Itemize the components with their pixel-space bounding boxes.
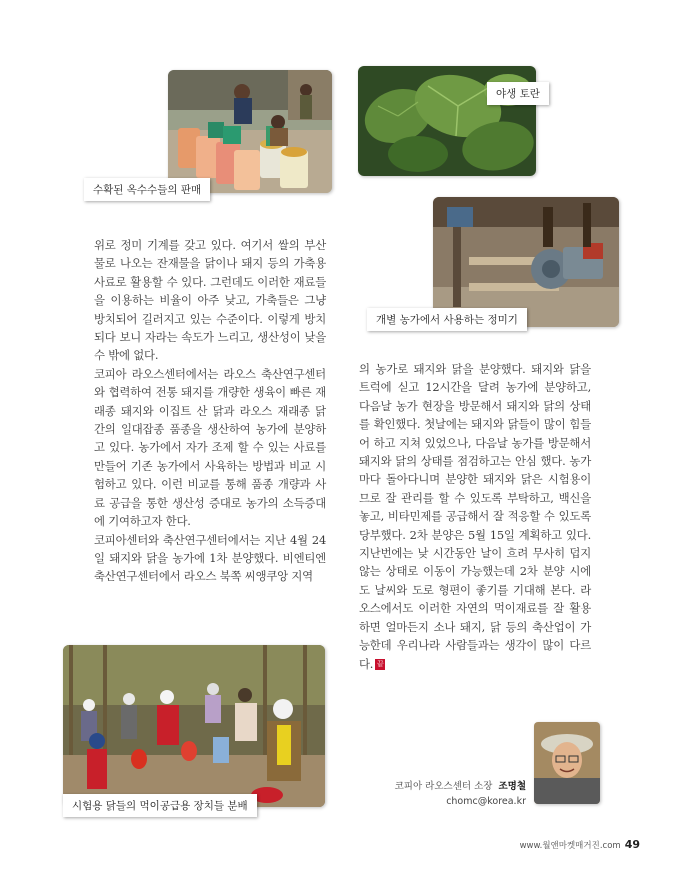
caption-rice-mill: 개별 농가에서 사용하는 정미기	[367, 308, 527, 331]
left-column	[94, 236, 326, 586]
right-column	[359, 360, 591, 673]
page-footer	[520, 838, 640, 851]
right-paragraph-text: 의 농가로 돼지와 닭을 분양했다. 돼지와 닭을 트럭에 싣고 12시간을 달려 농가에 분양하고, 다음날 농가 현장을 방문해서 돼지와 닭의 상태를 확인했다. 첫날에는 돼지와 닭들이 많이 힘들어 하고 지쳐 있었으나, 다음날 농가를 방문해서 돼지와 닭의 상태를 점검하고는 안심 했다. 농가마다 돌아다니며 분양한 돼지와 닭은 시험용이므로 잘 관리를 할 수 있도록 부탁하고, 백신을 놓고, 비타민제를 공급해서 잘 적응할 수 있도록 당부했다. 2차 분양은 5월 15일 계획하고 있다. 지난번에는 낮 시간동안 날이 흐려 무사히 덥지 않는 상태로 이동이 가능했는데 2차 분양 시에도 날씨와 도로 형편이 좋기를 기대해 본다. 라오스에서도 이러한 자연의 먹이재료를 잘 활용하면 얼마든지 소나 돼지, 닭 등의 축산업이 가능한데 우리나라 사람들과는 생각이 많이 다르다.	[359, 362, 591, 671]
feeder-distribution-photo	[63, 645, 325, 807]
footer-site: www.월앤마켓매거진.com	[519, 841, 621, 851]
page-number: 49	[624, 838, 640, 851]
right-paragraph-1	[359, 360, 591, 673]
author-line	[370, 778, 526, 792]
feeder-distribution-image	[63, 645, 325, 807]
caption-wild-taro: 야생 토란	[487, 82, 549, 105]
author-portrait	[534, 722, 600, 804]
corn-sale-image	[168, 70, 332, 193]
left-paragraph-3: 코피아센터와 축산연구센터에서는 지난 4월 24일 돼지와 닭을 농가에 1차 분양했다. 비엔티엔 축산연구센터에서 라오스 북쪽 씨앵쿠앙 지역	[94, 532, 326, 584]
author-name: 조명철	[498, 781, 526, 792]
corn-sale-photo	[168, 70, 332, 193]
author-block	[370, 778, 526, 807]
end-mark: 끝	[376, 660, 384, 668]
caption-corn-sale: 수확된 옥수수들의 판매	[84, 178, 210, 201]
left-paragraph-2: 코피아 라오스센터에서는 라오스 축산연구센터와 협력하여 전통 돼지를 개량한 생육이 빠른 재래종 돼지와 이집트 산 닭과 라오스 재래종 닭 간의 일대잡종 품종을 생산하여 농가에 분양하고 있다. 농가에서 자가 조제 할 수 있는 사료를 만들어 기존 농가에서 사육하는 방법과 비교 시험하고 있다. 이런 비교를 통해 품종 개량과 사료 공급을 통한 생산성 증대로 농가의 소득증대에 기여하고자 한다.	[94, 366, 326, 529]
author-portrait-image	[534, 722, 600, 804]
author-email: chomc@korea.kr	[446, 796, 526, 807]
author-role: 코피아 라오스센터 소장	[394, 781, 493, 792]
caption-feeder-distribution: 시험용 닭들의 먹이공급용 장치들 분배	[63, 794, 257, 817]
left-paragraph-1: 위로 정미 기계를 갖고 있다. 여기서 쌀의 부산물로 나오는 잔재물을 닭이나 돼지 등의 가축용 사료로 활용할 수 있다. 그런데도 이러한 재료들을 이용하는 비율이 아주 낮고, 가축들은 그냥 방치되어 길러지고 있는 수준이다. 이렇게 방치되다 보니 자라는 속도가 느리고, 생산성이 낮을 수 밖에 없다.	[94, 238, 326, 363]
